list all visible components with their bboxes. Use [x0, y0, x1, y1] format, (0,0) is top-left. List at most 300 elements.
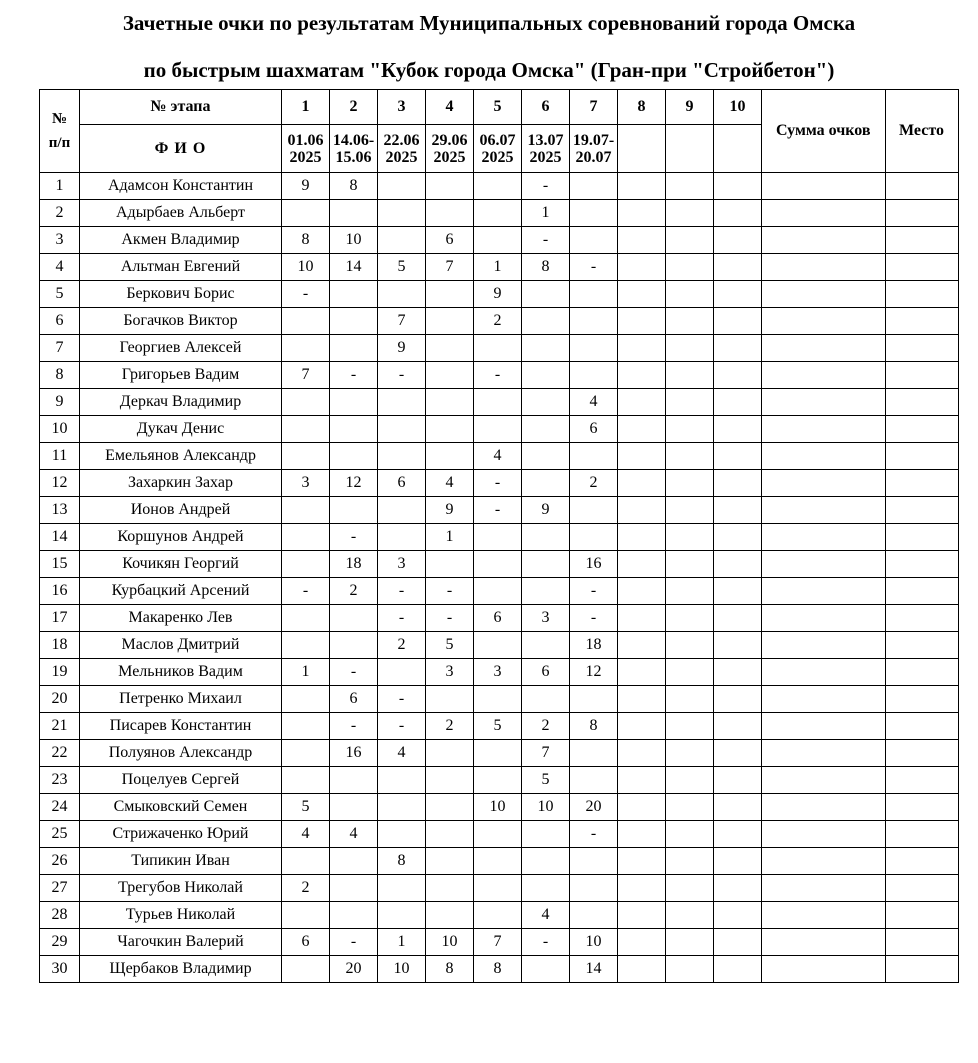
- stage-1-score: 5: [282, 794, 330, 821]
- stage-5-score: [474, 632, 522, 659]
- stage-2-score: 6: [330, 686, 378, 713]
- stage-9-score: [666, 200, 714, 227]
- stage-4-score: 10: [426, 929, 474, 956]
- stage-6-score: [522, 686, 570, 713]
- stage-3-score: 1: [378, 929, 426, 956]
- stage-7-score: [570, 308, 618, 335]
- stage-4-score: [426, 740, 474, 767]
- row-number: 30: [40, 956, 80, 983]
- stage-6-score: 1: [522, 200, 570, 227]
- stage-8-score: [618, 200, 666, 227]
- stage-7-score: 8: [570, 713, 618, 740]
- stage-1-score: [282, 713, 330, 740]
- place: [885, 605, 958, 632]
- stage-1-score: 2: [282, 875, 330, 902]
- stage-2-score: -: [330, 362, 378, 389]
- stage-6-score: [522, 308, 570, 335]
- stage-3-score: 6: [378, 470, 426, 497]
- place: [885, 362, 958, 389]
- stage-2-score: 18: [330, 551, 378, 578]
- stage-1-score: 8: [282, 227, 330, 254]
- player-name: Коршунов Андрей: [80, 524, 282, 551]
- place: [885, 389, 958, 416]
- stage-9-score: [666, 362, 714, 389]
- total-points: [762, 254, 886, 281]
- place: [885, 956, 958, 983]
- stage-9-score: [666, 173, 714, 200]
- stage-4-score: -: [426, 578, 474, 605]
- total-points: [762, 443, 886, 470]
- stage-10-score: [714, 524, 762, 551]
- stage-5-score: [474, 875, 522, 902]
- stage-10-score: [714, 929, 762, 956]
- stage-4-score: [426, 308, 474, 335]
- stage-10-score: [714, 794, 762, 821]
- total-points: [762, 524, 886, 551]
- stage-4-score: [426, 389, 474, 416]
- stage-1-score: [282, 389, 330, 416]
- stage-10-score: [714, 389, 762, 416]
- total-points: [762, 632, 886, 659]
- row-number: 11: [40, 443, 80, 470]
- stage-3-score: 9: [378, 335, 426, 362]
- stage-3-score: 2: [378, 632, 426, 659]
- stage-date-line-1: 29.06: [431, 131, 468, 149]
- stage-3-score: [378, 794, 426, 821]
- place: [885, 308, 958, 335]
- header-stage-9: 9: [666, 90, 714, 125]
- player-name: Писарев Константин: [80, 713, 282, 740]
- total-points: [762, 875, 886, 902]
- stage-4-score: [426, 200, 474, 227]
- place: [885, 335, 958, 362]
- stage-7-score: [570, 767, 618, 794]
- stage-9-score: [666, 470, 714, 497]
- stage-2-score: [330, 794, 378, 821]
- place: [885, 578, 958, 605]
- stage-7-score: 14: [570, 956, 618, 983]
- place: [885, 848, 958, 875]
- stage-5-score: [474, 578, 522, 605]
- player-name: Смыковский Семен: [80, 794, 282, 821]
- stage-8-score: [618, 389, 666, 416]
- stage-2-score: [330, 389, 378, 416]
- stage-2-score: -: [330, 713, 378, 740]
- table-row: [40, 173, 959, 200]
- stage-8-score: [618, 902, 666, 929]
- stage-3-score: [378, 281, 426, 308]
- total-points: [762, 659, 886, 686]
- stage-5-score: 10: [474, 794, 522, 821]
- stage-8-score: [618, 551, 666, 578]
- stage-6-score: 2: [522, 713, 570, 740]
- stage-6-score: [522, 443, 570, 470]
- row-number: 16: [40, 578, 80, 605]
- stage-6-score: [522, 362, 570, 389]
- stage-3-score: [378, 875, 426, 902]
- place: [885, 524, 958, 551]
- stage-2-score: [330, 632, 378, 659]
- stage-5-score: -: [474, 470, 522, 497]
- stage-7-score: -: [570, 605, 618, 632]
- stage-8-score: [618, 443, 666, 470]
- stage-7-score: 6: [570, 416, 618, 443]
- stage-6-score: [522, 470, 570, 497]
- stage-9-score: [666, 335, 714, 362]
- player-name: Трегубов Николай: [80, 875, 282, 902]
- stage-5-score: 6: [474, 605, 522, 632]
- place: [885, 686, 958, 713]
- stage-1-score: [282, 416, 330, 443]
- stage-9-score: [666, 281, 714, 308]
- player-name: Беркович Борис: [80, 281, 282, 308]
- player-name: Макаренко Лев: [80, 605, 282, 632]
- stage-10-score: [714, 875, 762, 902]
- stage-9-score: [666, 848, 714, 875]
- stage-3-score: 7: [378, 308, 426, 335]
- table-row: [40, 929, 959, 956]
- stage-10-score: [714, 740, 762, 767]
- stage-3-score: [378, 497, 426, 524]
- stage-3-score: [378, 821, 426, 848]
- stage-3-score: 4: [378, 740, 426, 767]
- header-stage-date-2: [330, 125, 378, 173]
- stage-10-score: [714, 686, 762, 713]
- stage-6-score: [522, 524, 570, 551]
- place: [885, 929, 958, 956]
- stage-2-score: [330, 497, 378, 524]
- stage-6-score: 6: [522, 659, 570, 686]
- place: [885, 632, 958, 659]
- stage-8-score: [618, 713, 666, 740]
- stage-5-score: [474, 200, 522, 227]
- total-points: [762, 578, 886, 605]
- player-name: Типикин Иван: [80, 848, 282, 875]
- header-place: Место: [885, 90, 958, 173]
- stage-6-score: [522, 875, 570, 902]
- stage-2-score: [330, 308, 378, 335]
- stage-1-score: [282, 632, 330, 659]
- stage-date-line-2: 20.07: [575, 148, 612, 166]
- table-row: [40, 497, 959, 524]
- stage-9-score: [666, 686, 714, 713]
- stage-9-score: [666, 794, 714, 821]
- stage-7-score: -: [570, 578, 618, 605]
- stage-7-score: [570, 173, 618, 200]
- player-name: Адамсон Константин: [80, 173, 282, 200]
- player-name: Мельников Вадим: [80, 659, 282, 686]
- stage-1-score: [282, 551, 330, 578]
- stage-6-score: 3: [522, 605, 570, 632]
- place: [885, 470, 958, 497]
- stage-9-score: [666, 497, 714, 524]
- stage-3-score: -: [378, 713, 426, 740]
- stage-10-score: [714, 281, 762, 308]
- stage-1-score: [282, 335, 330, 362]
- stage-9-score: [666, 767, 714, 794]
- stage-8-score: [618, 821, 666, 848]
- stage-9-score: [666, 659, 714, 686]
- stage-1-score: [282, 443, 330, 470]
- stage-1-score: 6: [282, 929, 330, 956]
- stage-3-score: 10: [378, 956, 426, 983]
- stage-2-score: [330, 767, 378, 794]
- total-points: [762, 389, 886, 416]
- player-name: Стрижаченко Юрий: [80, 821, 282, 848]
- stage-1-score: [282, 605, 330, 632]
- stage-4-score: 9: [426, 497, 474, 524]
- player-name: Чагочкин Валерий: [80, 929, 282, 956]
- stage-2-score: [330, 875, 378, 902]
- total-points: [762, 416, 886, 443]
- stage-1-score: -: [282, 578, 330, 605]
- stage-date-line-2: 2025: [433, 148, 466, 166]
- stage-2-score: [330, 902, 378, 929]
- stage-7-score: [570, 686, 618, 713]
- stage-8-score: [618, 659, 666, 686]
- stage-10-score: [714, 416, 762, 443]
- stage-date-line-1: 22.06: [383, 131, 420, 149]
- header-stage-date-5: [474, 125, 522, 173]
- stage-4-score: [426, 443, 474, 470]
- stage-8-score: [618, 605, 666, 632]
- place: [885, 740, 958, 767]
- header-stage-date-8: [618, 125, 666, 173]
- stage-4-score: [426, 902, 474, 929]
- header-stage-date-7: [570, 125, 618, 173]
- total-points: [762, 929, 886, 956]
- header-stage-7: 7: [570, 90, 618, 125]
- stage-8-score: [618, 767, 666, 794]
- stage-9-score: [666, 443, 714, 470]
- stage-6-score: [522, 281, 570, 308]
- table-row: [40, 524, 959, 551]
- stage-9-score: [666, 821, 714, 848]
- stage-2-score: -: [330, 659, 378, 686]
- stage-9-score: [666, 713, 714, 740]
- row-number: 4: [40, 254, 80, 281]
- stage-10-score: [714, 335, 762, 362]
- stage-6-score: [522, 821, 570, 848]
- stage-8-score: [618, 470, 666, 497]
- table-row: [40, 308, 959, 335]
- header-stage-6: 6: [522, 90, 570, 125]
- stage-3-score: [378, 227, 426, 254]
- header-stage-1: 1: [282, 90, 330, 125]
- stage-10-score: [714, 848, 762, 875]
- stage-9-score: [666, 551, 714, 578]
- player-name: Дукач Денис: [80, 416, 282, 443]
- table-row: [40, 605, 959, 632]
- total-points: [762, 497, 886, 524]
- total-points: [762, 281, 886, 308]
- stage-5-score: [474, 848, 522, 875]
- stage-9-score: [666, 902, 714, 929]
- player-name: Богачков Виктор: [80, 308, 282, 335]
- stage-3-score: [378, 416, 426, 443]
- stage-date-line-2: 2025: [481, 148, 514, 166]
- header-stage-date-4: [426, 125, 474, 173]
- table-row: [40, 254, 959, 281]
- table-row: [40, 713, 959, 740]
- stage-5-score: [474, 740, 522, 767]
- stage-4-score: [426, 362, 474, 389]
- player-name: Акмен Владимир: [80, 227, 282, 254]
- stage-6-score: -: [522, 173, 570, 200]
- stage-5-score: [474, 335, 522, 362]
- row-number: 6: [40, 308, 80, 335]
- table-row: [40, 470, 959, 497]
- stage-2-score: 10: [330, 227, 378, 254]
- stage-6-score: 10: [522, 794, 570, 821]
- stage-6-score: -: [522, 227, 570, 254]
- stage-5-score: [474, 686, 522, 713]
- stage-1-score: [282, 848, 330, 875]
- row-number: 18: [40, 632, 80, 659]
- stage-3-score: [378, 200, 426, 227]
- place: [885, 200, 958, 227]
- stage-8-score: [618, 497, 666, 524]
- place: [885, 767, 958, 794]
- stage-10-score: [714, 713, 762, 740]
- row-number: 23: [40, 767, 80, 794]
- stage-9-score: [666, 524, 714, 551]
- stage-8-score: [618, 740, 666, 767]
- stage-2-score: [330, 335, 378, 362]
- header-stage-4: 4: [426, 90, 474, 125]
- stage-3-score: 8: [378, 848, 426, 875]
- stage-2-score: [330, 281, 378, 308]
- stage-8-score: [618, 929, 666, 956]
- table-row: [40, 551, 959, 578]
- stage-1-score: 10: [282, 254, 330, 281]
- player-name: Адырбаев Альберт: [80, 200, 282, 227]
- stage-5-score: 7: [474, 929, 522, 956]
- stage-4-score: [426, 767, 474, 794]
- total-points: [762, 686, 886, 713]
- stage-1-score: [282, 200, 330, 227]
- stage-8-score: [618, 794, 666, 821]
- stage-4-score: [426, 173, 474, 200]
- stage-2-score: [330, 848, 378, 875]
- header-stage-date-1: [282, 125, 330, 173]
- stage-10-score: [714, 605, 762, 632]
- stage-6-score: 5: [522, 767, 570, 794]
- stage-3-score: [378, 524, 426, 551]
- stage-9-score: [666, 254, 714, 281]
- stage-6-score: -: [522, 929, 570, 956]
- table-row: [40, 443, 959, 470]
- stage-2-score: 4: [330, 821, 378, 848]
- stage-8-score: [618, 173, 666, 200]
- row-number: 1: [40, 173, 80, 200]
- stage-date-line-1: 01.06: [287, 131, 324, 149]
- stage-1-score: [282, 497, 330, 524]
- stage-8-score: [618, 227, 666, 254]
- stage-7-score: [570, 443, 618, 470]
- stage-9-score: [666, 416, 714, 443]
- stage-8-score: [618, 254, 666, 281]
- stage-6-score: 8: [522, 254, 570, 281]
- place: [885, 173, 958, 200]
- row-number: 10: [40, 416, 80, 443]
- table-row: [40, 767, 959, 794]
- stage-8-score: [618, 416, 666, 443]
- stage-5-score: [474, 551, 522, 578]
- stage-1-score: 7: [282, 362, 330, 389]
- row-number: 17: [40, 605, 80, 632]
- total-points: [762, 200, 886, 227]
- stage-7-score: [570, 227, 618, 254]
- stage-5-score: -: [474, 362, 522, 389]
- stage-2-score: [330, 605, 378, 632]
- stage-date-line-1: 06.07: [479, 131, 516, 149]
- stage-1-score: [282, 956, 330, 983]
- stage-8-score: [618, 848, 666, 875]
- stage-10-score: [714, 362, 762, 389]
- stage-8-score: [618, 875, 666, 902]
- stage-3-score: [378, 389, 426, 416]
- stage-1-score: 9: [282, 173, 330, 200]
- header-stage-5: 5: [474, 90, 522, 125]
- stage-6-score: [522, 632, 570, 659]
- stage-5-score: [474, 227, 522, 254]
- stage-9-score: [666, 578, 714, 605]
- stage-2-score: 16: [330, 740, 378, 767]
- table-row: [40, 389, 959, 416]
- total-points: [762, 227, 886, 254]
- place: [885, 875, 958, 902]
- place: [885, 497, 958, 524]
- row-number: 7: [40, 335, 80, 362]
- stage-9-score: [666, 389, 714, 416]
- row-number: 21: [40, 713, 80, 740]
- stage-2-score: 20: [330, 956, 378, 983]
- stage-10-score: [714, 632, 762, 659]
- header-stage-10: 10: [714, 90, 762, 125]
- stage-10-score: [714, 308, 762, 335]
- stage-10-score: [714, 443, 762, 470]
- table-row: [40, 281, 959, 308]
- place: [885, 281, 958, 308]
- player-name: Петренко Михаил: [80, 686, 282, 713]
- row-number: 14: [40, 524, 80, 551]
- stage-6-score: [522, 335, 570, 362]
- stage-5-score: 8: [474, 956, 522, 983]
- stage-7-score: [570, 740, 618, 767]
- header-stage-date-3: [378, 125, 426, 173]
- stage-6-score: 9: [522, 497, 570, 524]
- table-row: [40, 956, 959, 983]
- row-number: 2: [40, 200, 80, 227]
- stage-4-score: 6: [426, 227, 474, 254]
- stage-10-score: [714, 821, 762, 848]
- row-number: 27: [40, 875, 80, 902]
- stage-7-score: [570, 902, 618, 929]
- player-name: Григорьев Вадим: [80, 362, 282, 389]
- total-points: [762, 821, 886, 848]
- row-number: 28: [40, 902, 80, 929]
- stage-3-score: -: [378, 686, 426, 713]
- stage-7-score: [570, 848, 618, 875]
- row-number: 12: [40, 470, 80, 497]
- header-row-number: № п/п: [40, 90, 80, 173]
- stage-3-score: [378, 767, 426, 794]
- stage-4-score: [426, 848, 474, 875]
- stage-2-score: [330, 416, 378, 443]
- table-row: [40, 902, 959, 929]
- stage-6-score: [522, 416, 570, 443]
